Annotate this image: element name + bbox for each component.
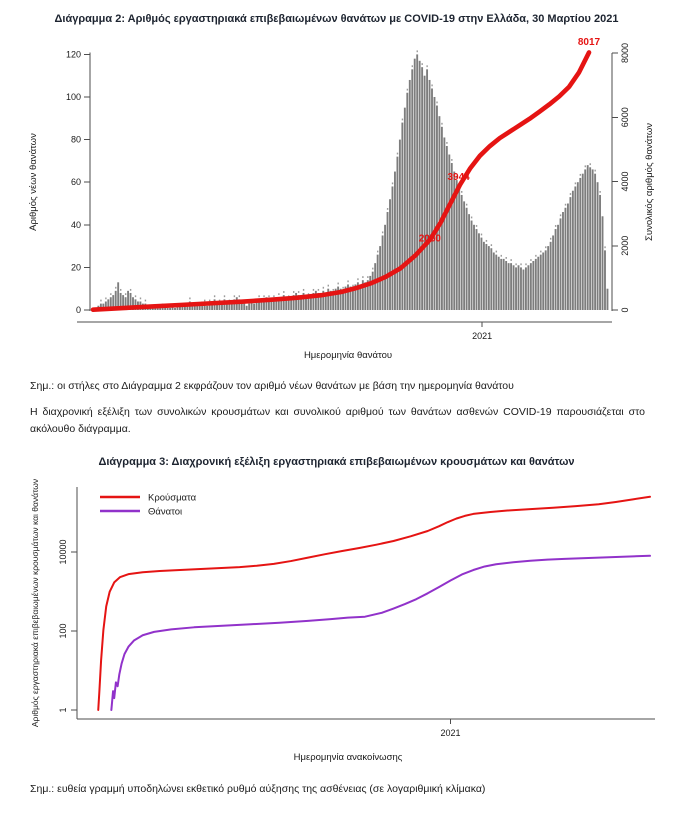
bar bbox=[429, 80, 431, 310]
chart3-left-tick-label: 10000 bbox=[58, 539, 68, 565]
bar bbox=[503, 259, 505, 310]
bar bbox=[451, 163, 453, 310]
chart2-left-tick-label: 0 bbox=[75, 305, 81, 315]
bar bbox=[436, 106, 438, 310]
bar bbox=[607, 289, 609, 310]
bar bbox=[567, 204, 569, 311]
bar-value-speck bbox=[347, 280, 348, 282]
series-line-Θάνατοι bbox=[111, 556, 650, 710]
bar-value-speck bbox=[431, 84, 432, 86]
bar bbox=[246, 306, 248, 310]
bar-value-speck bbox=[555, 225, 556, 227]
note-chart2: Σημ.: οι στήλες στο Διάγραμμα 2 εκφράζουν τον αριθμό νέων θανάτων με βάση την ημερομηνία θανάτου bbox=[30, 380, 514, 392]
chart3-legend bbox=[100, 493, 197, 518]
bar bbox=[552, 235, 554, 310]
bar bbox=[426, 69, 428, 310]
bar bbox=[532, 261, 534, 310]
bar bbox=[243, 304, 245, 310]
bar bbox=[584, 169, 586, 310]
bar-value-speck bbox=[140, 297, 141, 299]
bar bbox=[488, 246, 490, 310]
chart3-xlabel: Ημερομηνία ανακοίνωσης bbox=[293, 752, 403, 763]
bar bbox=[382, 235, 384, 310]
bar-value-speck bbox=[239, 295, 240, 297]
bar-value-speck bbox=[491, 244, 492, 246]
bar bbox=[589, 167, 591, 310]
bar bbox=[490, 248, 492, 310]
bar-value-speck bbox=[100, 300, 101, 302]
bar bbox=[582, 174, 584, 310]
bar bbox=[288, 299, 290, 310]
paragraph-intro-chart3: Η διαχρονική εξέλιξη των συνολικών κρουσμάτων και συνολικού αριθμού των θανάτων ασθενών COVID-19 παρουσιάζεται στο ακόλουθο διάγραμμα. bbox=[30, 406, 645, 435]
bar bbox=[308, 297, 310, 310]
bar bbox=[478, 233, 480, 310]
bar bbox=[384, 225, 386, 310]
bar bbox=[515, 267, 517, 310]
chart2-left-tick-label: 100 bbox=[65, 92, 81, 102]
bar bbox=[510, 263, 512, 310]
chart2-ylabel-right: Συνολικός αριθμός θανάτων bbox=[644, 123, 655, 241]
bar-value-speck bbox=[461, 191, 462, 193]
bar bbox=[599, 195, 601, 310]
chart2-cumulative-line bbox=[93, 52, 589, 309]
bar-value-speck bbox=[550, 238, 551, 240]
bar-value-speck bbox=[333, 289, 334, 291]
chart3-left-tick-label: 100 bbox=[58, 623, 68, 639]
chart2-left-tick-label: 120 bbox=[65, 49, 81, 60]
bar-value-speck bbox=[387, 208, 388, 210]
bar-value-speck bbox=[298, 291, 299, 293]
bar bbox=[597, 182, 599, 310]
bar-value-speck bbox=[382, 231, 383, 233]
chart2-right-tick-label: 8000 bbox=[620, 42, 630, 64]
bar bbox=[456, 180, 458, 310]
bar-value-speck bbox=[357, 278, 358, 280]
bar bbox=[547, 246, 549, 310]
bar-value-speck bbox=[604, 246, 605, 248]
bar-value-speck bbox=[520, 263, 521, 265]
bar bbox=[167, 308, 169, 310]
bar-value-speck bbox=[268, 295, 269, 297]
line-annotation: 3944 bbox=[447, 171, 470, 183]
bar bbox=[169, 308, 171, 310]
bar bbox=[476, 229, 478, 310]
chart2-left-tick-label: 20 bbox=[70, 262, 81, 273]
bar bbox=[592, 169, 594, 310]
bar bbox=[535, 259, 537, 310]
bar-value-speck bbox=[421, 63, 422, 65]
bar bbox=[406, 93, 408, 310]
bar-value-speck bbox=[392, 182, 393, 184]
note-chart3: Σημ.: ευθεία γραμμή υποδηλώνει εκθετικό ρυθμό αύξησης της ασθένειας (σε λογαριθμική κλίμακα) bbox=[30, 783, 486, 795]
bar-value-speck bbox=[476, 225, 477, 227]
bar bbox=[446, 146, 448, 310]
line-annotation: 2050 bbox=[418, 233, 441, 245]
bar bbox=[485, 244, 487, 310]
bar bbox=[574, 186, 576, 310]
bar-value-speck bbox=[412, 65, 413, 67]
bar bbox=[569, 197, 571, 310]
bar-value-speck bbox=[535, 255, 536, 257]
bar bbox=[565, 208, 567, 310]
bar-value-speck bbox=[362, 276, 363, 278]
bar bbox=[275, 301, 277, 310]
bar bbox=[473, 225, 475, 310]
bar bbox=[117, 282, 119, 310]
line-annotation: 8017 bbox=[577, 36, 601, 48]
bar bbox=[604, 250, 606, 310]
legend-label: Κρούσματα bbox=[148, 492, 197, 504]
bar-value-speck bbox=[451, 159, 452, 161]
bar bbox=[498, 257, 500, 310]
cumulative-deaths-line bbox=[93, 52, 589, 309]
bar-value-speck bbox=[496, 251, 497, 253]
bar-value-speck bbox=[214, 295, 215, 297]
bar bbox=[416, 54, 418, 310]
bar-value-speck bbox=[278, 293, 279, 295]
bar-value-speck bbox=[510, 259, 511, 261]
bar bbox=[396, 157, 398, 310]
bar bbox=[401, 123, 403, 310]
bar-value-speck bbox=[125, 293, 126, 295]
bar-value-speck bbox=[372, 268, 373, 270]
bar-value-speck bbox=[446, 142, 447, 144]
bar bbox=[253, 304, 255, 310]
bar bbox=[513, 265, 515, 310]
bar-value-speck bbox=[303, 289, 304, 291]
bar-value-speck bbox=[580, 174, 581, 176]
bar-value-speck bbox=[402, 119, 403, 121]
bar bbox=[434, 97, 436, 310]
bar-value-speck bbox=[441, 123, 442, 125]
bar-value-speck bbox=[323, 287, 324, 289]
chart2-right-tick-label: 2000 bbox=[620, 235, 630, 256]
bar-value-speck bbox=[342, 287, 343, 289]
bar bbox=[374, 263, 376, 310]
chart3-ylabel: Αριθμός εργαστηριακά επιβεβαιωμένων κρουσμάτων και θανάτων bbox=[30, 478, 40, 728]
bar-value-speck bbox=[570, 193, 571, 195]
bar-value-speck bbox=[565, 204, 566, 206]
bar bbox=[587, 165, 589, 310]
chart3-plot bbox=[0, 470, 673, 775]
bar bbox=[530, 263, 532, 310]
chart2-bars bbox=[95, 50, 608, 310]
bar-value-speck bbox=[515, 263, 516, 265]
bar bbox=[206, 306, 208, 310]
bar bbox=[438, 116, 440, 310]
bar-value-speck bbox=[525, 263, 526, 265]
bar bbox=[518, 265, 520, 310]
bar bbox=[579, 178, 581, 310]
bar-value-speck bbox=[293, 291, 294, 293]
bar bbox=[372, 272, 374, 310]
chart2-title: Διάγραμμα 2: Αριθμός εργαστηριακά επιβεβαιωμένων θανάτων με COVID-19 στην Ελλάδα, 30 Μαρτίου 2021 bbox=[54, 13, 619, 25]
bar bbox=[471, 221, 473, 310]
chart3-x-tick-label: 2021 bbox=[440, 728, 461, 738]
bar bbox=[523, 270, 525, 310]
bar-value-speck bbox=[367, 276, 368, 278]
chart3-series-lines bbox=[98, 497, 650, 710]
bar-value-speck bbox=[585, 165, 586, 167]
bar bbox=[602, 216, 604, 310]
chart2-left-tick-label: 60 bbox=[70, 177, 81, 188]
bar-value-speck bbox=[115, 287, 116, 289]
chart3-axes bbox=[58, 487, 655, 738]
bar bbox=[542, 252, 544, 310]
bar-value-speck bbox=[318, 289, 319, 291]
bar bbox=[411, 69, 413, 310]
bar-value-speck bbox=[590, 163, 591, 165]
bar-value-speck bbox=[407, 89, 408, 91]
chart2-x-tick-label: 2021 bbox=[472, 331, 493, 341]
bar bbox=[505, 261, 507, 310]
chart2-plot bbox=[0, 30, 673, 375]
bar bbox=[525, 267, 527, 310]
chart2-left-tick-label: 40 bbox=[70, 219, 81, 230]
bar bbox=[463, 201, 465, 310]
bar bbox=[389, 199, 391, 310]
chart2-ylabel-left: Αριθμός νέων θανάτων bbox=[28, 133, 39, 231]
bar-value-speck bbox=[105, 297, 106, 299]
bar bbox=[577, 182, 579, 310]
chart2-left-tick-label: 80 bbox=[70, 134, 81, 145]
bar bbox=[572, 191, 574, 310]
bar-value-speck bbox=[263, 295, 264, 297]
bar bbox=[174, 308, 176, 310]
bar-value-speck bbox=[273, 295, 274, 297]
bar-value-speck bbox=[337, 283, 338, 285]
bar bbox=[500, 259, 502, 310]
bar bbox=[495, 255, 497, 310]
bar bbox=[557, 225, 559, 310]
bar-value-speck bbox=[530, 259, 531, 261]
bar-value-speck bbox=[426, 65, 427, 67]
bar bbox=[199, 306, 201, 310]
bar bbox=[419, 61, 421, 310]
bar bbox=[261, 301, 263, 310]
bar bbox=[481, 238, 483, 310]
chart2-right-tick-label: 6000 bbox=[620, 107, 630, 128]
bar bbox=[394, 172, 396, 310]
bar-value-speck bbox=[575, 182, 576, 184]
bar-value-speck bbox=[506, 257, 507, 259]
bar bbox=[248, 304, 250, 310]
chart2-annotations-over bbox=[578, 37, 601, 48]
bar-value-speck bbox=[397, 153, 398, 155]
bar bbox=[424, 76, 426, 310]
bar-value-speck bbox=[258, 295, 259, 297]
bar bbox=[404, 108, 406, 310]
bar-value-speck bbox=[145, 300, 146, 302]
series-line-Κρούσματα bbox=[98, 497, 650, 710]
bar bbox=[540, 255, 542, 310]
bar bbox=[399, 140, 401, 310]
bar bbox=[431, 88, 433, 310]
bar-value-speck bbox=[417, 50, 418, 52]
bar-value-speck bbox=[204, 300, 205, 302]
bar-value-speck bbox=[328, 285, 329, 287]
bar-value-speck bbox=[436, 102, 437, 104]
bar-value-speck bbox=[471, 217, 472, 219]
bar bbox=[520, 267, 522, 310]
bar-value-speck bbox=[189, 297, 190, 299]
bar-value-speck bbox=[352, 285, 353, 287]
bar bbox=[550, 242, 552, 310]
bar-value-speck bbox=[599, 191, 600, 193]
chart2-right-tick-label: 4000 bbox=[620, 171, 630, 192]
bar-value-speck bbox=[486, 240, 487, 242]
bar-value-speck bbox=[283, 291, 284, 293]
chart3-left-tick-label: 1 bbox=[58, 707, 68, 713]
bar bbox=[493, 252, 495, 310]
bar-value-speck bbox=[130, 289, 131, 291]
bar bbox=[560, 218, 562, 310]
bar-value-speck bbox=[224, 295, 225, 297]
bar bbox=[483, 242, 485, 310]
bar bbox=[443, 137, 445, 310]
chart3-title: Διάγραμμα 3: Διαχρονική εξέλιξη εργαστηριακά επιβεβαιωμένων κρουσμάτων και θανάτων bbox=[98, 456, 575, 468]
bar-value-speck bbox=[594, 170, 595, 172]
bar-value-speck bbox=[501, 255, 502, 257]
bar bbox=[527, 265, 529, 310]
chart2-xlabel: Ημερομηνία θανάτου bbox=[303, 350, 393, 361]
bar-value-speck bbox=[313, 289, 314, 291]
bar-value-speck bbox=[377, 251, 378, 253]
bar bbox=[352, 289, 354, 310]
bar bbox=[508, 263, 510, 310]
bar bbox=[270, 301, 272, 310]
bar-value-speck bbox=[234, 295, 235, 297]
bar bbox=[562, 212, 564, 310]
bar bbox=[421, 67, 423, 310]
bar bbox=[387, 212, 389, 310]
bar bbox=[414, 59, 416, 310]
bar-value-speck bbox=[545, 246, 546, 248]
bar bbox=[461, 195, 463, 310]
bar-value-speck bbox=[540, 251, 541, 253]
bar-value-speck bbox=[560, 214, 561, 216]
bar bbox=[537, 257, 539, 310]
bar bbox=[409, 80, 411, 310]
chart2-right-tick-label: 0 bbox=[620, 307, 630, 313]
bar bbox=[594, 174, 596, 310]
bar-value-speck bbox=[110, 293, 111, 295]
legend-label: Θάνατοι bbox=[148, 506, 183, 518]
bar bbox=[545, 250, 547, 310]
bar bbox=[555, 229, 557, 310]
bar-value-speck bbox=[466, 204, 467, 206]
bar-value-speck bbox=[135, 295, 136, 297]
bar bbox=[466, 208, 468, 310]
bar bbox=[392, 186, 394, 310]
bar-value-speck bbox=[481, 234, 482, 236]
bar-value-speck bbox=[120, 289, 121, 291]
bar bbox=[458, 189, 460, 310]
bar bbox=[468, 214, 470, 310]
